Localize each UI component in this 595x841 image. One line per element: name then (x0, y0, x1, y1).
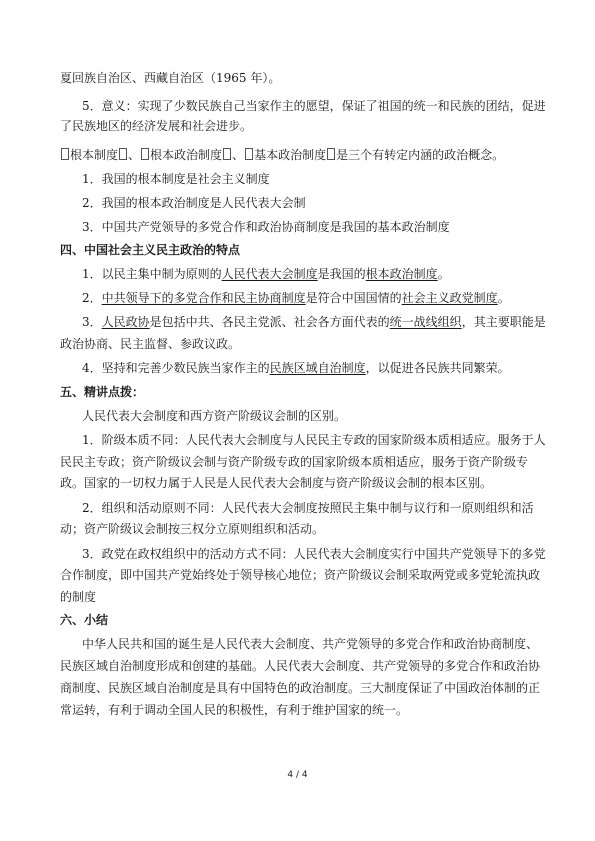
section-heading: 四、中国社会主义民主政治的特点 (60, 243, 241, 257)
list-item: 2．我国的根本政治制度是人民代表大会制 (82, 196, 306, 210)
paragraph-line: 民族区域自治制度形成和创建的基础。人民代表大会制度、共产党领导的多党合作和政治协 (60, 659, 541, 673)
paragraph-line: 常运转，有利于调动全国人民的积极性，有利于维护国家的统一。 (60, 703, 409, 717)
box-glyph-icon (141, 148, 149, 160)
box-glyph-icon (119, 148, 127, 160)
paragraph-line: 政治协商、民主监督、参政议政。 (60, 337, 241, 351)
box-glyph-icon (245, 148, 253, 160)
paragraph-line: 1．阶级本质不同：人民代表大会制度与人民民主专政的国家阶级本质相适应。服务于人 (82, 433, 546, 447)
paragraph-line: 5．意义：实现了少数民族自己当家作主的愿望，保证了祖国的统一和民族的团结，促进 (82, 99, 546, 113)
paragraph-line: 民民主专政；资产阶级议会制与资产阶级专政的国家阶级本质相适应，服务于资产阶级专 (60, 455, 529, 469)
paragraph-line: 中华人民共和国的诞生是人民代表大会制度、共产党领导的多党合作和政治协商制度、 (82, 637, 539, 651)
paragraph-line: 的制度 (60, 590, 97, 604)
section-heading: 五、精讲点拨： (60, 385, 145, 399)
paragraph-line: 了民族地区的经济发展和社会进步。 (60, 119, 253, 133)
box-glyph-icon (61, 148, 69, 160)
paragraph-line: 夏回族自治区、西藏自治区（1965 年）。 (60, 71, 281, 85)
box-glyph-icon (223, 148, 231, 160)
list-item: 2．中共领导下的多党合作和民主协商制度是符合中国国情的社会主义政党制度。 (82, 291, 510, 305)
paragraph-line: 合作制度，即中国共产党始终处于领导核心地位；资产阶级议会制采取两党或多党轮流执政 (60, 568, 541, 582)
list-item: 4．坚持和完善少数民族当家作主的民族区域自治制度，以促进各民族共同繁荣。 (82, 361, 510, 375)
list-item: 1．以民主集中制为原则的人民代表大会制度是我国的根本政治制度。 (82, 267, 450, 281)
paragraph-line: 3．政党在政权组织中的活动方式不同：人民代表大会制度实行中国共产党领导下的多党 (82, 547, 546, 561)
paragraph-line: 2．组织和活动原则不同：人民代表大会制度按照民主集中制与议行和一原则组织和活 (82, 501, 534, 515)
concept-line: 根本制度 、 根本政治制度 、 基本政治制度 是三个有转定内涵的政治概念。 (60, 147, 504, 163)
box-glyph-icon (327, 148, 335, 160)
paragraph-line: 商制度、民族区域自治制度是具有中国特色的政治制度。三大制度保证了中国政治体制的正 (60, 681, 541, 695)
list-item: 3．人民政协是包括中共、各民主党派、社会各方面代表的统一战线组织，其主要职能是 (82, 315, 546, 329)
list-item: 3．中国共产党领导的多党合作和政治协商制度是我国的基本政治制度 (82, 220, 450, 234)
paragraph-line: 政。国家的一切权力属于人民是人民代表大会制度与资产阶级议会制的根本区别。 (60, 476, 493, 490)
paragraph-line: 人民代表大会制度和西方资产阶级议会制的区别。 (82, 409, 347, 423)
page-number: 4 / 4 (287, 770, 308, 780)
list-item: 1．我国的根本制度是社会主义制度 (82, 172, 270, 186)
section-heading: 六、小结 (60, 613, 109, 627)
paragraph-line: 动；资产阶级议会制按三权分立原则组织和活动。 (60, 522, 325, 536)
